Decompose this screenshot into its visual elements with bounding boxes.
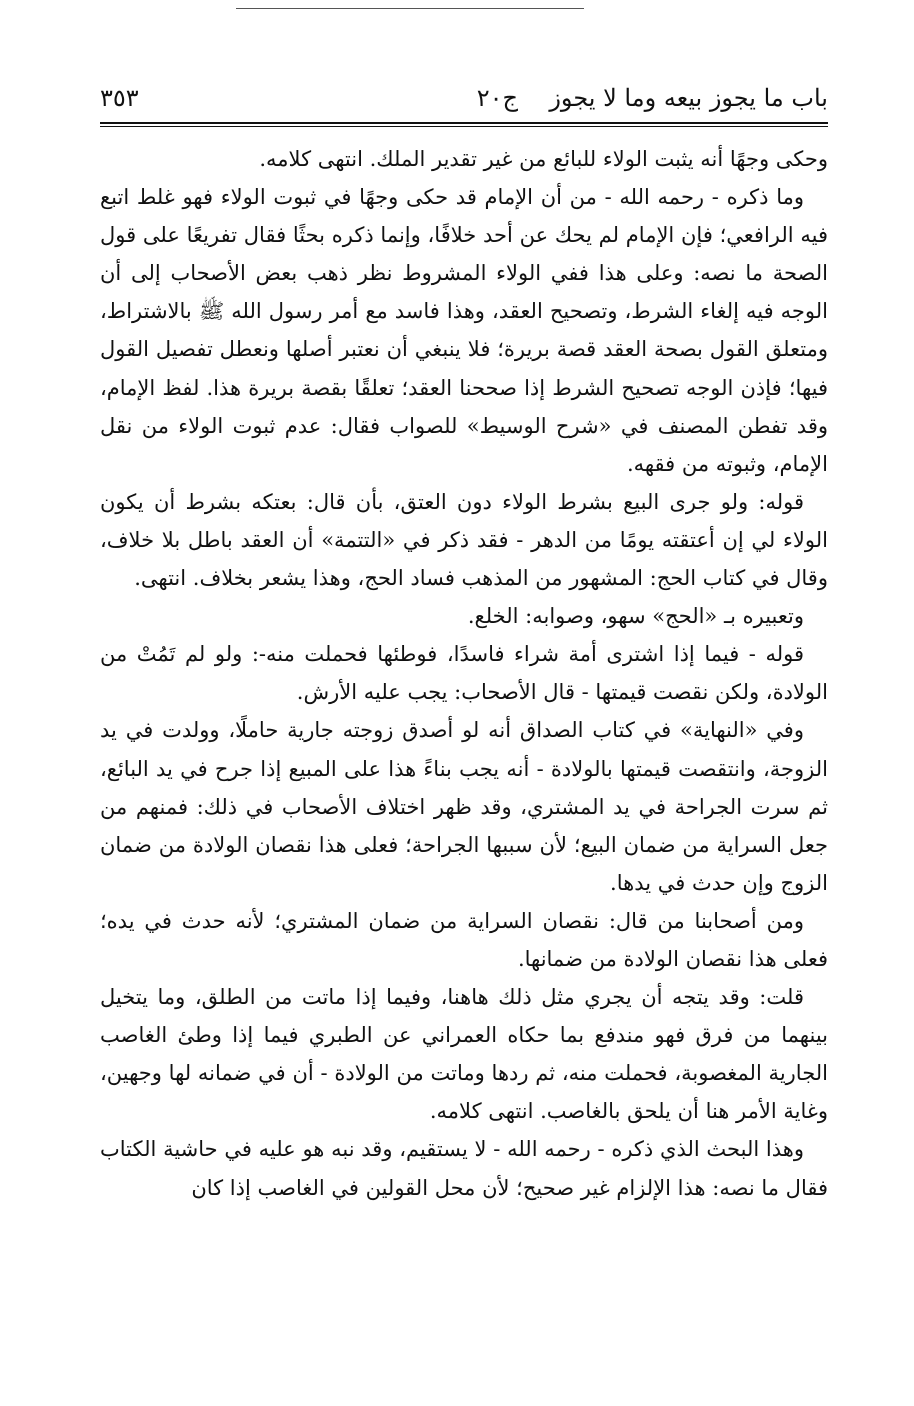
top-decorative-rule [236,8,584,9]
paragraph-2: وما ذكره - رحمه الله - من أن الإمام قد حكى وجهًا في ثبوت الولاء فهو غلط اتبع فيه الرافعي؛ فإن الإمام لم يحك عن أحد خلافًا، وإنما ذكره بحثًا فقال تفريعًا على قول الصحة ما نصه: وعلى هذا ففي الولاء المشروط نظر ذهب بعض الأصحاب إلى أن الوجه فيه إلغاء الشرط، وتصحيح العقد، وهذا فاسد مع أمر رسول الله ﷺ بالاشتراط، ومتعلق القول بصحة العقد قصة بريرة؛ فلا ينبغي أن نعتبر أصلها ونعطل تفصيل القول فيها؛ فإذن الوجه تصحيح الشرط إذا صححنا العقد؛ تعلقًا بقصة بريرة هذا. لفظ الإمام، وقد تفطن المصنف في «شرح الوسيط» للصواب فقال: عدم ثبوت الولاء من نقل الإمام، وثبوته من فقهه. [100,185,828,476]
paragraph-6: وفي «النهاية» في كتاب الصداق أنه لو أصدق زوجته جارية حاملًا، وولدت في يد الزوجة، وانتقصت قيمتها بالولادة - أنه يجب بناءً هذا على المبيع إذا جرح في يد البائع، ثم سرت الجراحة في يد المشتري، وقد ظهر اختلاف الأصحاب في ذلك: فمنهم من جعل السراية من ضمان البيع؛ لأن سببها الجراحة؛ فعلى هذا نقصان الولادة من ضمان الزوج وإن حدث في يدها. [100,718,828,895]
paragraph-9: وهذا البحث الذي ذكره - رحمه الله - لا يستقيم، وقد نبه هو عليه في حاشية الكتاب فقال ما نصه: هذا الإلزام غير صحيح؛ لأن محل القولين في الغاصب إذا كان [100,1137,828,1200]
page-number: ٣٥٣ [100,84,139,112]
paragraph-5: قوله - فيما إذا اشترى أمة شراء فاسدًا، فوطئها فحملت منه-: ولو لم تَمُتْ من الولادة، ولكن نقصت قيمتها - قال الأصحاب: يجب عليه الأرش. [100,642,828,705]
chapter-title: باب ما يجوز بيعه وما لا يجوز [549,84,828,112]
volume-label: ج٢٠ [476,84,518,112]
paragraph-8: قلت: وقد يتجه أن يجري مثل ذلك هاهنا، وفيما إذا ماتت من الطلق، وما يتخيل بينهما من فرق فهو مندفع بما حكاه العمراني عن الطبري فيما إذا وطئ الغاصب الجارية المغصوبة، فحملت منه، ثم ردها وماتت من الولادة - أن في ضمانه لها وجهين، وغاية الأمر هنا أن يلحق بالغاصب. انتهى كلامه. [100,985,828,1124]
running-header [100,78,828,118]
page-body [100,140,828,1207]
header-rule [100,122,828,127]
paragraph-4: وتعبيره بـ «الحج» سهو، وصوابه: الخلع. [467,604,804,629]
paragraph-1: وحكى وجهًا أنه يثبت الولاء للبائع من غير تقدير الملك. انتهى كلامه. [259,147,828,171]
paragraph-3: قوله: ولو جرى البيع بشرط الولاء دون العتق، بأن قال: بعتكه بشرط أن يكون الولاء لي إن أعتقته يومًا من الدهر - فقد ذكر في «التتمة» أن العقد باطل بلا خلاف، وقال في كتاب الحج: المشهور من المذهب فساد الحج، وهذا يشعر بخلاف. انتهى. [100,489,828,591]
paragraph-7: ومن أصحابنا من قال: نقصان السراية من ضمان المشتري؛ لأنه حدث في يده؛ فعلى هذا نقصان الولادة من ضمانها. [100,908,828,971]
